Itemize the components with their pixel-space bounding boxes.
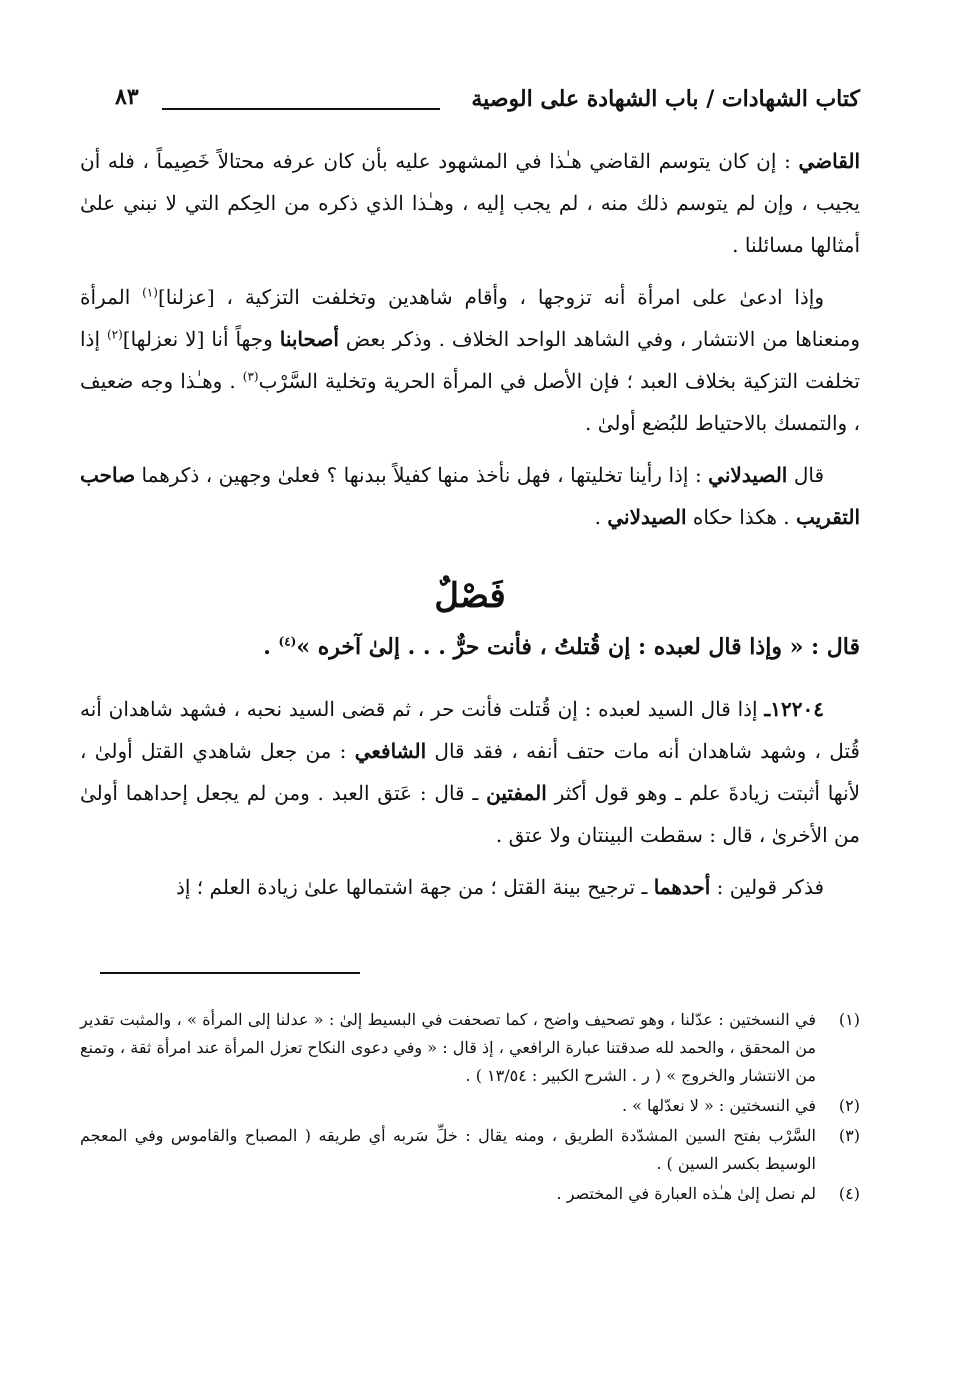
p5-text-b: ـ ترجيح بينة القتل ؛ من جهة اشتمالها علىٰ زيادة العلم ؛ إذ — [175, 875, 654, 899]
header-rule — [162, 108, 440, 110]
p2-text-b: المرأة ومنعناها من الانتشار ، وفي الشاهد الواحد الخلاف . وذكر بعض — [80, 285, 860, 351]
footnote-number: (٢) — [838, 1096, 860, 1115]
p4-bold-2: المفتين — [486, 781, 547, 805]
footnote-4 — [80, 1180, 860, 1208]
p5-bold: أحدهما — [653, 875, 711, 899]
footnote-text: في النسختين : « لا نعدّلها » . — [621, 1096, 816, 1115]
footnote-number: (٤) — [838, 1184, 860, 1203]
footnote-number: (١) — [838, 1010, 860, 1029]
footnote-ref-1[interactable]: (١) — [142, 285, 158, 300]
section-heading: فَصْلٌ — [434, 576, 506, 616]
paragraph-1 — [80, 140, 860, 266]
p3-bold-1: الصيدلاني — [708, 463, 788, 487]
footnote-1 — [80, 1006, 860, 1090]
p2-text-d: إذا تخلفت التزكية بخلاف العبد ؛ فإن الأصل في المرأة الحرية وتخلية السَّرْب — [80, 327, 860, 393]
footnote-ref-2[interactable]: (٢) — [106, 327, 123, 342]
paragraph-5 — [80, 866, 860, 908]
p3-text-b: : إذا رأينا تخليتها ، فهل نأخذ منها كفيلاً ببدنها ؟ فعلىٰ وجهين ، ذكرهما — [135, 463, 709, 487]
p4-bold-1: الشافعي — [354, 739, 427, 763]
p3-text-c: . هكذا حكاه — [686, 505, 796, 529]
main-text — [80, 140, 860, 918]
footnote-ref-3[interactable]: (٣) — [242, 369, 259, 384]
p3-text-d: . — [594, 505, 608, 529]
section-quote — [80, 626, 860, 668]
footnote-number: (٣) — [838, 1126, 860, 1145]
p2-text-a: وإذا ادعىٰ على امرأة أنه تزوجها ، وأقام شاهدين وتخلفت التزكية ، [عزلنا] — [157, 285, 824, 309]
footnote-text: السَّرْب بفتح السين المشدّدة الطريق ، ومنه يقال : خلِّ سَربه أي طريقه ( المصباح والقاموس وفي المعجم الوسيط بكسر السين ) . — [80, 1126, 816, 1173]
paragraph-number: ١٢٢٠٤ـ — [764, 697, 824, 721]
paragraph-3 — [80, 454, 860, 538]
p1-text: : إن كان يتوسم القاضي هـٰذا في المشهود عليه بأن كان عرفه محتالاً خَصِيماً ، فله أن يجيب ، وإن لم يتوسم ذلك منه ، لم يجب إليه ، وهـٰذا الذي ذكره من الحِكم التي لا نبني علىٰ أمثالها مسائلنا . — [80, 149, 860, 257]
p3-bold-3: الصيدلاني — [607, 505, 687, 529]
footnote-text: لم نصل إلىٰ هـٰذه العبارة في المختصر . — [556, 1184, 816, 1203]
p1-lead: القاضي — [798, 149, 860, 173]
page-number: ٨٣ — [115, 84, 139, 110]
p2-text-e: . وهـٰذا وجه ضعيف ، والتمسك بالاحتياط للبُضع أولىٰ . — [80, 369, 860, 435]
p4-text-b: : من جعل شاهدي القتل أولىٰ ، لأنها أثبتت زيادةَ علم ـ وهو قول أكثر — [80, 739, 861, 805]
p3-text-a: قال — [787, 463, 825, 487]
footnote-2 — [80, 1092, 860, 1120]
paragraph-4 — [80, 688, 860, 856]
paragraph-2 — [80, 276, 860, 444]
p4-text-a: إذا قال السيد لعبده : إن قُتلت فأنت حر ، ثم قضى السيد نحبه ، فشهد شاهدان أنه قُتل ، وشهد شاهدان أنه مات حتف أنفه ، فقد قال — [80, 697, 860, 763]
footnote-text: في النسختين : عدّلنا ، وهو تصحيف واضح ، كما تصحفت في البسيط إلىٰ : « عدلنا إلى المرأة » ، والمثبت تقدير من المحقق ، والحمد لله صدقتنا عبارة الرافعي ، إذ قال : « وفي دعوى النكاح تعزل المرأة عند امرأة ثقة ، وتمنع من الانتشار والخروج » ( ر . الشرح الكبير : ١٣/٥٤ ) . — [80, 1010, 816, 1085]
footnote-ref-4[interactable]: (٤) — [278, 634, 297, 649]
footnote-3 — [80, 1122, 860, 1178]
p2-bold: أصحابنا — [279, 327, 339, 351]
quote-text: قال : « وإذا قال لعبده : إن قُتلتُ ، فأنت حرٌّ . . . إلىٰ آخره » — [296, 634, 860, 660]
running-header — [100, 86, 860, 120]
footnote-rule — [100, 972, 360, 974]
header-title: كتاب الشهادات / باب الشهادة على الوصية — [471, 86, 860, 112]
quote-end: . — [263, 634, 279, 660]
footnotes — [80, 1006, 860, 1210]
p4-text-c: ـ قال : عَتق العبد . ومن لم يجعل إحداهما أولىٰ من الأخرىٰ ، قال : سقطت البينتان ولا عتق . — [80, 781, 860, 847]
p3-bold-2: صاحب التقريب — [80, 463, 860, 529]
p2-text-c: وجهاً أنا [لا نعزلها] — [122, 327, 280, 351]
p5-text-a: فذكر قولين : — [710, 875, 824, 899]
